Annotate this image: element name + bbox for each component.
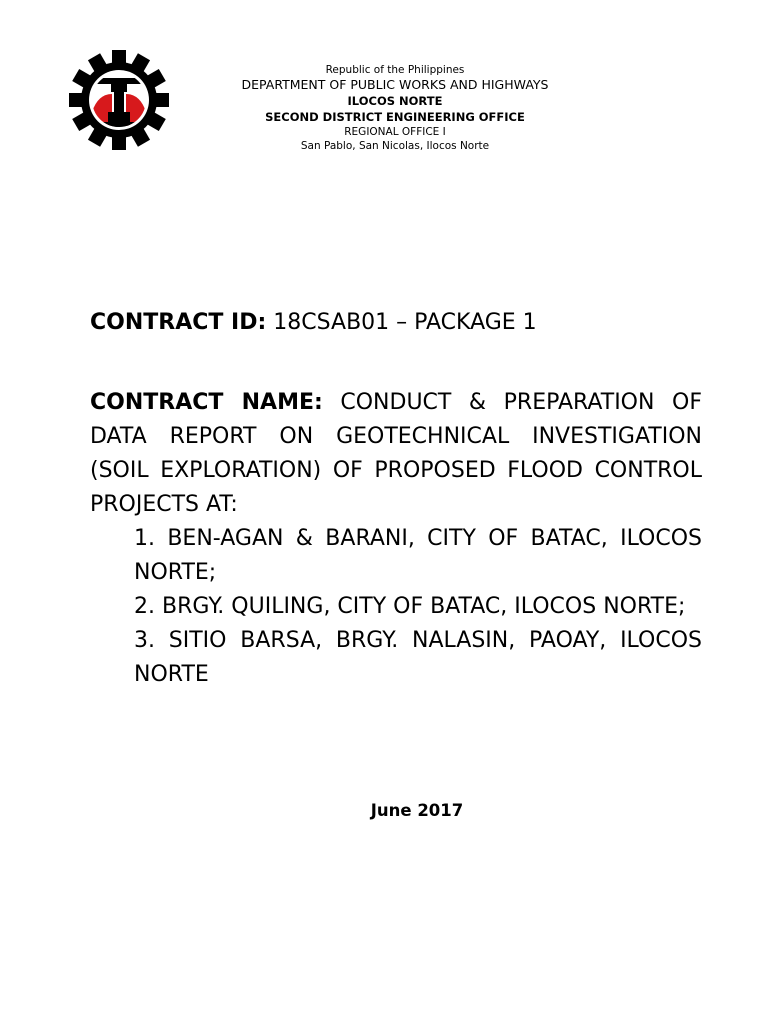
contract-name-paragraph	[90, 386, 702, 522]
contract-name	[90, 386, 702, 692]
document-date: June 2017	[370, 801, 464, 820]
contract-name-label: CONTRACT NAME:	[90, 390, 323, 415]
province-line: ILOCOS NORTE	[347, 94, 443, 108]
country-line: Republic of the Philippines	[325, 64, 465, 76]
site-item-1: 1. BEN-AGAN & BARANI, CITY OF BATAC, ILOCOS NORTE;	[134, 526, 702, 585]
contract-id	[90, 306, 537, 340]
letterhead	[200, 63, 590, 153]
contract-id-label: CONTRACT ID:	[90, 310, 267, 335]
department-line: DEPARTMENT OF PUBLIC WORKS AND HIGHWAYS	[241, 77, 549, 92]
address-line: San Pablo, San Nicolas, Ilocos Norte	[300, 140, 490, 152]
contract-name-value: CONDUCT & PREPARATION OF DATA REPORT ON GEOTECHNICAL INVESTIGATION (SOIL EXPLORATION) OF PROPOSED FLOOD CONTROL PROJECTS AT:	[90, 390, 703, 517]
site-item-2: 2. BRGY. QUILING, CITY OF BATAC, ILOCOS NORTE;	[134, 594, 686, 619]
regional-office-line: REGIONAL OFFICE I	[344, 126, 446, 138]
office-line: SECOND DISTRICT ENGINEERING OFFICE	[265, 110, 525, 124]
contract-id-value: 18CSAB01 – PACKAGE 1	[273, 310, 537, 335]
site-item-3: 3. SITIO BARSA, BRGY. NALASIN, PAOAY, ILOCOS NORTE	[134, 628, 702, 687]
dpwh-gear-seal-icon	[68, 50, 170, 150]
